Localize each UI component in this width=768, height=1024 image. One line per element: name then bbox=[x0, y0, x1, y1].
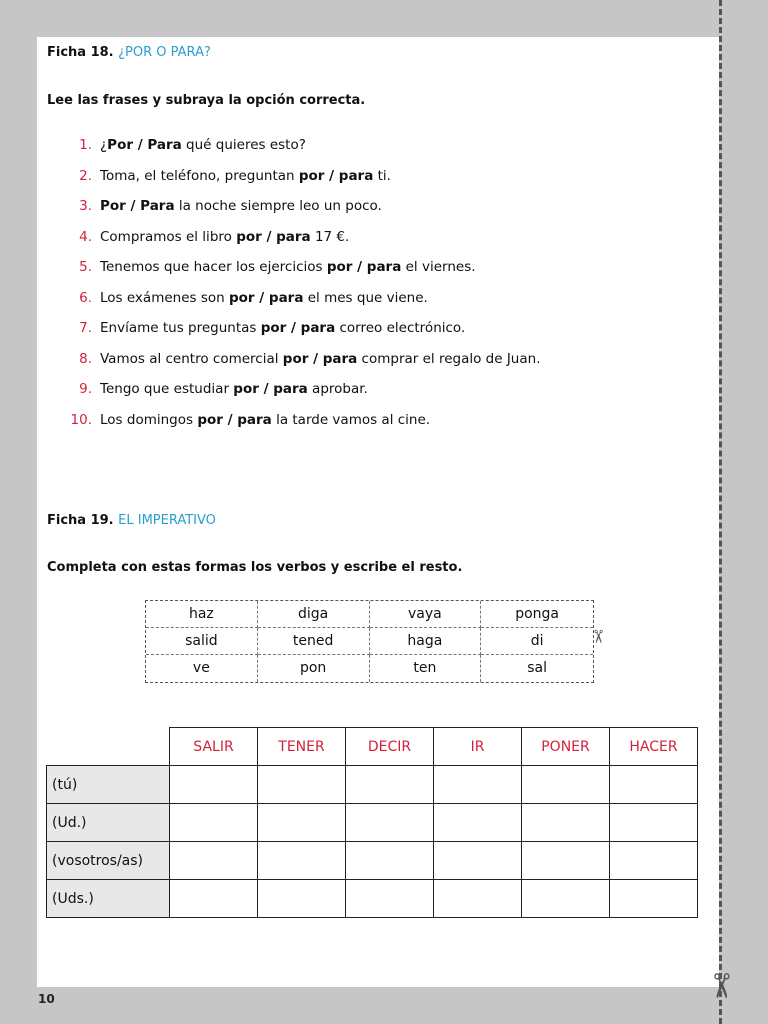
answer-cell[interactable] bbox=[258, 842, 346, 880]
ficha18-heading bbox=[47, 45, 211, 60]
item-text bbox=[100, 314, 465, 345]
item-option[interactable]: por / para bbox=[236, 228, 311, 245]
answer-cell[interactable] bbox=[522, 804, 610, 842]
item-after: correo electrónico. bbox=[335, 320, 466, 336]
table-row bbox=[47, 804, 698, 842]
answer-cell[interactable] bbox=[170, 766, 258, 804]
ficha19-label: Ficha 19. bbox=[47, 513, 114, 528]
answer-cell[interactable] bbox=[346, 804, 434, 842]
person-label: (Ud.) bbox=[47, 804, 170, 842]
answer-cell[interactable] bbox=[170, 804, 258, 842]
item-after: qué quieres esto? bbox=[181, 137, 306, 153]
ficha19-instruction: Completa con estas formas los verbos y escribe el resto. bbox=[47, 560, 463, 575]
item-after: 17 €. bbox=[310, 228, 350, 245]
word-cell: ten bbox=[370, 655, 482, 682]
item-text bbox=[100, 253, 476, 284]
answer-cell[interactable] bbox=[346, 842, 434, 880]
verb-header: IR bbox=[434, 728, 522, 766]
verb-header: TENER bbox=[258, 728, 346, 766]
word-cell: di bbox=[481, 628, 593, 655]
item-option[interactable]: por / para bbox=[197, 411, 272, 428]
item-after: la tarde vamos al cine. bbox=[271, 411, 431, 428]
answer-cell[interactable] bbox=[258, 804, 346, 842]
item-number: 3. bbox=[79, 198, 92, 214]
list-item bbox=[62, 223, 540, 254]
word-cell: vaya bbox=[370, 601, 482, 628]
verb-header: SALIR bbox=[170, 728, 258, 766]
item-before: Toma, el teléfono, preguntan bbox=[100, 167, 299, 184]
list-item bbox=[62, 284, 540, 315]
item-text bbox=[100, 345, 540, 376]
list-item bbox=[62, 345, 540, 376]
item-number: 2. bbox=[79, 167, 92, 184]
item-text bbox=[100, 406, 430, 437]
item-text bbox=[100, 223, 349, 254]
answer-cell[interactable] bbox=[522, 766, 610, 804]
item-before: Envíame tus preguntas bbox=[100, 320, 261, 336]
ficha19-heading bbox=[47, 513, 216, 528]
item-before: Compramos el libro bbox=[100, 228, 237, 245]
list-item bbox=[62, 314, 540, 345]
answer-cell[interactable] bbox=[258, 880, 346, 918]
word-cell: haz bbox=[146, 601, 258, 628]
scissors-icon: ✂ bbox=[700, 971, 741, 1001]
list-item bbox=[62, 406, 540, 437]
page-number: 10 bbox=[38, 992, 55, 1006]
list-item bbox=[62, 131, 540, 162]
item-after: ti. bbox=[373, 167, 391, 184]
verb-header: DECIR bbox=[346, 728, 434, 766]
ficha18-label: Ficha 18. bbox=[47, 45, 114, 60]
item-number: 4. bbox=[79, 228, 92, 245]
item-text bbox=[100, 284, 428, 315]
answer-cell[interactable] bbox=[258, 766, 346, 804]
item-number: 1. bbox=[79, 137, 92, 153]
item-after: el mes que viene. bbox=[303, 289, 428, 306]
word-cell: sal bbox=[527, 660, 547, 676]
table-row bbox=[47, 880, 698, 918]
answer-cell[interactable] bbox=[610, 804, 698, 842]
item-number: 8. bbox=[79, 350, 92, 367]
answer-cell[interactable] bbox=[346, 880, 434, 918]
item-option[interactable]: por / para bbox=[298, 167, 374, 184]
item-text bbox=[100, 192, 382, 223]
answer-cell[interactable] bbox=[170, 842, 258, 880]
item-number: 6. bbox=[79, 289, 92, 306]
scissors-icon: ✂ bbox=[587, 628, 609, 645]
answer-cell[interactable] bbox=[434, 804, 522, 842]
answer-cell[interactable] bbox=[434, 842, 522, 880]
answer-cell[interactable] bbox=[434, 880, 522, 918]
sentence-list bbox=[62, 131, 540, 436]
answer-cell[interactable] bbox=[610, 766, 698, 804]
word-cell: salid bbox=[146, 628, 258, 655]
list-item bbox=[62, 162, 540, 193]
item-option[interactable]: por / para bbox=[326, 259, 402, 275]
word-cell: tened bbox=[258, 628, 370, 655]
item-option[interactable]: Por / Para bbox=[107, 137, 182, 153]
answer-cell[interactable] bbox=[522, 880, 610, 918]
item-before: Vamos al centro comercial bbox=[100, 350, 283, 367]
item-option[interactable]: Por / Para bbox=[100, 198, 175, 214]
answer-cell[interactable] bbox=[434, 766, 522, 804]
item-number: 7. bbox=[79, 320, 92, 336]
ficha18-instruction: Lee las frases y subraya la opción correcta. bbox=[47, 93, 366, 108]
item-after: la noche siempre leo un poco. bbox=[174, 198, 382, 214]
item-text bbox=[100, 162, 391, 193]
item-number: 5. bbox=[79, 259, 92, 275]
word-cell: diga bbox=[258, 601, 370, 628]
ficha18-title: ¿POR O PARA? bbox=[118, 45, 211, 60]
item-option[interactable]: por / para bbox=[233, 381, 308, 397]
word-box bbox=[145, 600, 594, 683]
list-item bbox=[62, 253, 540, 284]
answer-cell[interactable] bbox=[610, 880, 698, 918]
person-label: (Uds.) bbox=[47, 880, 170, 918]
item-after: comprar el regalo de Juan. bbox=[357, 350, 541, 367]
item-number: 10. bbox=[70, 411, 92, 428]
answer-cell[interactable] bbox=[522, 842, 610, 880]
verb-header: HACER bbox=[610, 728, 698, 766]
answer-cell[interactable] bbox=[346, 766, 434, 804]
item-option[interactable]: por / para bbox=[282, 350, 358, 367]
item-text bbox=[100, 375, 368, 406]
table-row bbox=[47, 842, 698, 880]
word-cell: ve bbox=[146, 655, 258, 682]
table-corner bbox=[47, 728, 170, 766]
verb-header: PONER bbox=[522, 728, 610, 766]
item-before: ¿ bbox=[100, 137, 108, 153]
word-cell: pon bbox=[258, 655, 370, 682]
item-after: el viernes. bbox=[401, 259, 476, 275]
item-before: Los domingos bbox=[100, 411, 198, 428]
item-before: Los exámenes son bbox=[100, 289, 229, 306]
item-after: aprobar. bbox=[307, 381, 368, 397]
person-label: (tú) bbox=[47, 766, 170, 804]
list-item bbox=[62, 375, 540, 406]
person-label: (vosotros/as) bbox=[47, 842, 170, 880]
item-before: Tenemos que hacer los ejercicios bbox=[100, 259, 327, 275]
conjugation-table bbox=[46, 727, 698, 918]
item-option[interactable]: por / para bbox=[228, 289, 304, 306]
word-cell: haga bbox=[370, 628, 482, 655]
item-option[interactable]: por / para bbox=[260, 320, 336, 336]
answer-cell[interactable] bbox=[170, 880, 258, 918]
cut-line bbox=[719, 0, 722, 1024]
item-number: 9. bbox=[79, 381, 92, 397]
table-row bbox=[47, 766, 698, 804]
list-item bbox=[62, 192, 540, 223]
ficha19-title: EL IMPERATIVO bbox=[118, 513, 216, 528]
answer-cell[interactable] bbox=[610, 842, 698, 880]
item-text bbox=[100, 131, 306, 162]
item-before: Tengo que estudiar bbox=[100, 381, 234, 397]
word-cell: ponga bbox=[481, 601, 593, 628]
